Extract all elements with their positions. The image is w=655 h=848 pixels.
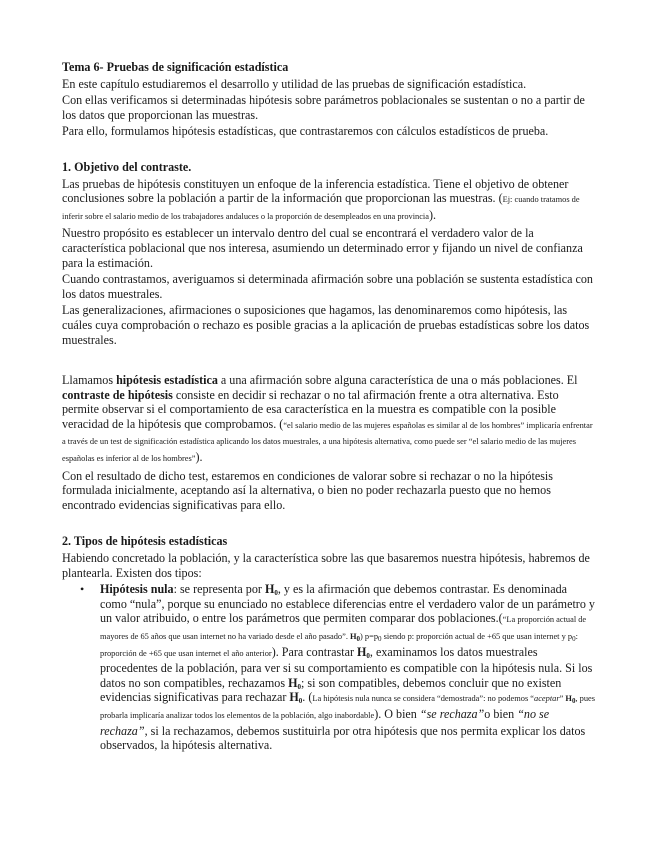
section-2-paragraph-1: Habiendo concretado la población, y la característica sobre las que basaremos nuestra hipótesis, habremos de plantearla. Existen dos tipos: [62, 551, 590, 580]
quote-se-rechaza: “se rechaza” [419, 706, 485, 721]
hipotesis-nula-text: Hipótesis nula: se representa por $H_0$, y es la afirmación que debemos contrastar. Es denominada como “nula”, porque su enunciado no establece diferencias entre el verdadero valor de un parámetro y un valor atribuido, o entre los parámetros que permiten comparar dos poblaciones.(“La proporción actual de mayores de 65 años que usan internet no ha variado desde el año pasado”. $H_0$) $p=p_0$ siendo p: proporción actual de +65 que usan internet y $p_0$: proporción de +65 que usan internet el año anterior). Para contrastar $H_0$, examinamos los datos muestrales procedentes de la población, para ver si su comportamiento es compatible con la hipótesis nula. Si los datos no son compatibles, rechazamos $H_0$; si son compatibles, debemos concluir que no existen evidencias significativas para rechazar $H_0$. (La hipótesis nula nunca se considera “demostrada”: no podemos “aceptar” $H_0$, pues probarla implicaría analizar todos los elementos de la población, algo inabordable). O bien “se rechaza”o bien “no se rechaza”, si la rechazamos, debemos sustituirla por otra hipótesis que nos permita explicar los datos observados, la hipótesis alternativa. [100, 582, 595, 753]
term-contraste-de-hipotesis: contraste de hipótesis [62, 387, 173, 402]
example-note: “La proporción actual de mayores de 65 años que usan internet no ha variado desde el año pasado”. $H_0$) $p=p_0$ siendo p: proporción actual de +65 que usan internet y $p_0$: proporción de +65 que usan internet el año anterior [100, 615, 587, 658]
section-1-paragraph-1: Las pruebas de hipótesis constituyen un enfoque de la inferencia estadística. Tiene el objetivo de obtener conclusiones sobre la población a partir de la información que proporcionan las muestras. (Ej: cuando tratamos de inferir sobre el salario medio de los trabajadores andaluces o la proporción de desempleados en una provincia). [62, 176, 580, 222]
quote-no-se-rechaza: “no se rechaza” [100, 706, 550, 738]
section-1-heading: 1. Objetivo del contraste. [62, 159, 192, 174]
example-note: Ej: cuando tratamos de inferir sobre el salario medio de los trabajadores andaluces o la proporción de desempleados en una provincia [62, 195, 580, 221]
section-2-heading: 2. Tipos de hipótesis estadísticas [62, 534, 228, 549]
example-note: La hipótesis nula nunca se considera “demostrada”: no podemos “aceptar” $H_0$, pues probarla implicaría analizar todos los elementos de la población, algo inabordable [100, 694, 595, 720]
list-item-hipotesis-nula [62, 582, 596, 753]
section-1-paragraph-3: Cuando contrastamos, averiguamos si determinada afirmación sobre una población se sustenta estadística con los datos muestrales. [62, 272, 593, 301]
document-title: Tema 6- Pruebas de significación estadística [62, 60, 289, 74]
intro-paragraph-1: En este capítulo estudiaremos el desarrollo y utilidad de las pruebas de significación estadística. [62, 76, 527, 91]
test-result-paragraph: Con el resultado de dicho test, estaremos en condiciones de valorar sobre si rechazar o no la hipótesis formulada inicialmente, aceptando así la alternativa, o bien no poder rechazarla puesto que no hemos encontrado evidencias significativas para ello. [62, 468, 553, 512]
intro-paragraph-2: Con ellas verificamos si determinadas hipótesis sobre parámetros poblacionales se sustentan o no a partir de los datos que proporcionan las muestras. [62, 93, 585, 122]
section-1-paragraph-2: Nuestro propósito es establecer un intervalo dentro del cual se encontrará el verdadero valor de la característica poblacional que nos interesa, asumiendo un determinado error y fijando un nivel de confianza para la estimación. [62, 226, 583, 270]
section-1-paragraph-4: Las generalizaciones, afirmaciones o suposiciones que hagamos, las denominaremos como hipótesis, las cuáles cuya comprobación o rechazo es posible gracias a la aplicación de pruebas estadísticas sobre los datos muestrales. [62, 303, 590, 347]
example-note: “el salario medio de las mujeres españolas es similar al de los hombres” implicaría enfrentar a través de un test de significación estadística aplicando los datos muestrales, a una hipótesis alternativa, como puede ser “el salario medio de las mujeres españolas es inferior al de los hombres” [62, 420, 593, 464]
document-body [62, 60, 596, 753]
bullet-icon: • [80, 582, 85, 597]
intro-paragraph-3: Para ello, formulamos hipótesis estadísticas, que contrastaremos con cálculos estadísticos de prueba. [62, 124, 549, 139]
definition-paragraph: Llamamos hipótesis estadística a una afirmación sobre alguna característica de una o más poblaciones. El contraste de hipótesis consiste en decidir si rechazar o no tal afirmación frente a otra alternativa. Esto permite observar si el comportamiento de esa característica en la muestra es compatible con la posible veracidad de la hipótesis que comprobamos. (“el salario medio de las mujeres españolas es similar al de los hombres” implicaría enfrentar a través de un test de significación estadística aplicando los datos muestrales, a una hipótesis alternativa, como puede ser “el salario medio de las mujeres españolas es inferior al de los hombres”). [62, 373, 593, 465]
term-hipotesis-nula: Hipótesis nula [100, 582, 174, 597]
term-hipotesis-estadistica: hipótesis estadística [116, 373, 218, 388]
